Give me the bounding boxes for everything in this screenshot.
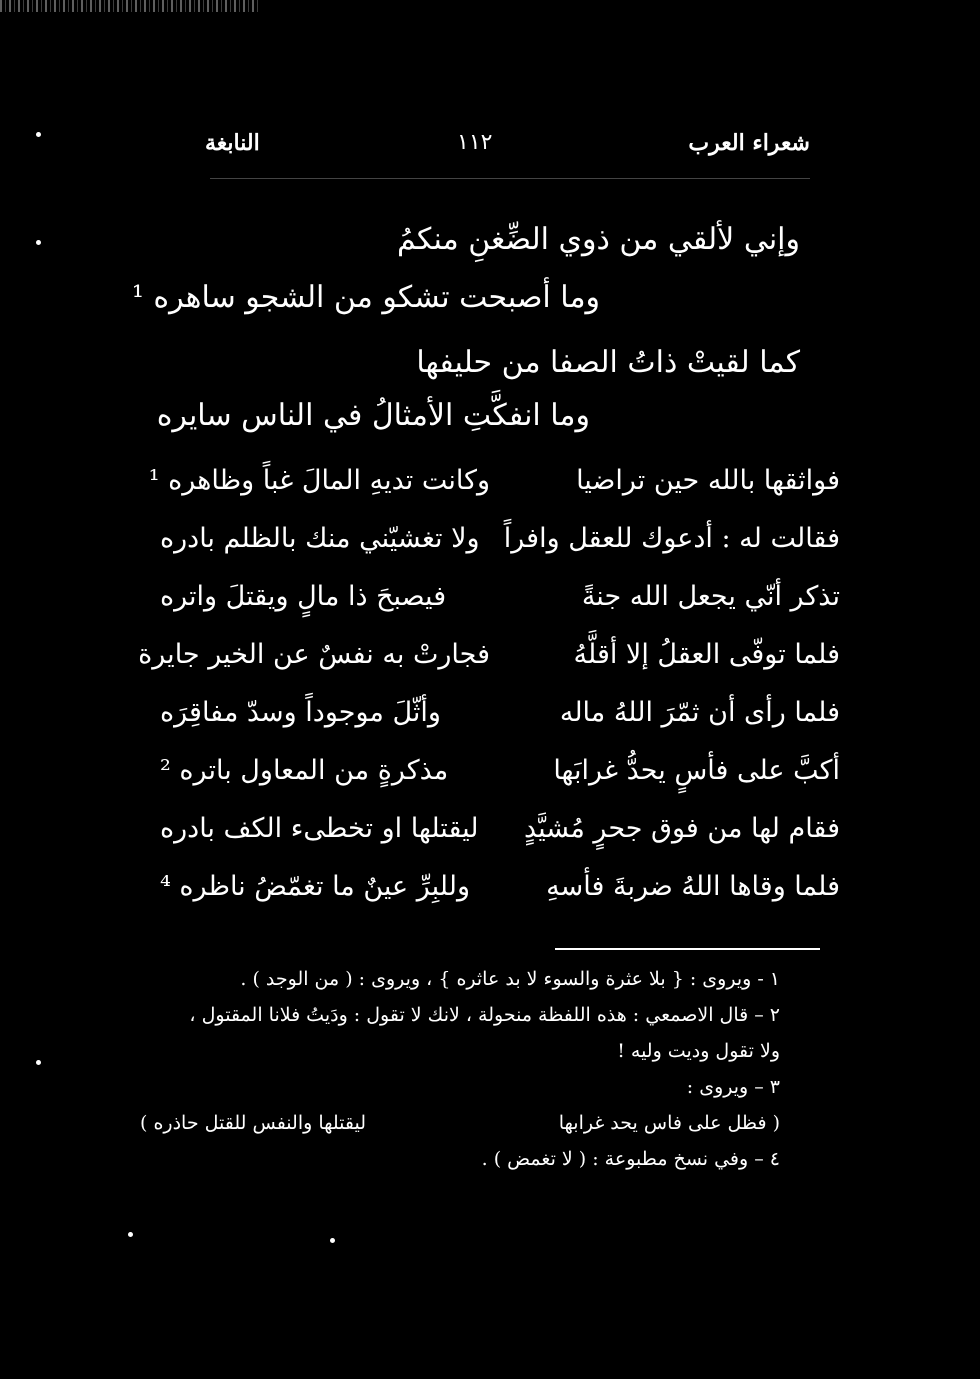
header-poet-name: النابغة [205, 130, 260, 156]
opening-verse-1-first: وإني لألقي من ذوي الضِّغنِ منكمُ [397, 222, 800, 257]
couplet [160, 571, 840, 629]
footnote-verse-first: ( فظل على فاس يحد غرابها [558, 1112, 780, 1134]
hemistich-second: ليقتلها او تخطىء الكف بادره [160, 813, 479, 844]
hemistich-first: فواثقها بالله حين تراضيا [576, 465, 840, 496]
couplet [148, 455, 840, 513]
hemistich-second: مذكرةٍ من المعاول باتره ² [160, 755, 449, 786]
hemistich-first: فلما رأى أن ثمّرَ اللهُ ماله [559, 697, 840, 728]
couplet [160, 861, 840, 919]
scan-speck [36, 132, 41, 137]
footnote [140, 1148, 780, 1184]
scan-speck [36, 240, 41, 245]
footnote-verse-second: ليقتلها والنفس للقتل حاذره ) [140, 1112, 367, 1134]
scan-speck [330, 1238, 335, 1243]
hemistich-first: تذكر أنّي يجعل الله جنةً [581, 581, 840, 612]
hemistich-second: فجارتْ به نفسٌ عن الخير جايرة [138, 639, 490, 670]
header-book-title: شعراء العرب [688, 130, 810, 156]
opening-verse-2-first: كما لقيتْ ذاتُ الصفا من حليفها [416, 345, 800, 380]
footnote-text: ٣ – ويروى : [686, 1076, 780, 1098]
footnote-text: ٤ – وفي نسخ مطبوعة : ( لا تغمض ) . [481, 1148, 780, 1170]
hemistich-second: وأثّلَ موجوداً وسدّ مفاقِرَه [160, 697, 441, 728]
scan-speck [128, 1232, 133, 1237]
footnote-text: ولا تقول وديت وليه ! [617, 1040, 780, 1062]
page-number: ١١٢ [457, 130, 493, 155]
hemistich-second: ولا تغشيّني منك بالظلم بادره [160, 523, 480, 554]
footnote-verse [140, 1112, 780, 1148]
footnote [140, 968, 780, 1004]
opening-verse-1-second: وما أصبحت تشكو من الشجو ساهره ¹ [131, 280, 600, 315]
hemistich-first: فقالت له : أدعوك للعقل وافراً [503, 523, 840, 554]
page-header [205, 130, 810, 170]
footnote-text: ٢ – قال الاصمعي : هذه اللفظة منحولة ، لانك لا تقول : ودَيتُ فلانا المقتول ، [189, 1004, 780, 1026]
poem-couplets [138, 455, 840, 919]
hemistich-second: وللبِرِّ عينٌ ما تغمّضُ ناظره ⁴ [160, 871, 470, 902]
header-rule [210, 178, 810, 179]
couplet [160, 745, 840, 803]
hemistich-first: فلما وقاها اللهُ ضربةَ فأسهِ [546, 871, 840, 902]
footnote-separator [555, 948, 820, 950]
hemistich-first: فلما توفّى العقلُ إلا أقلَّهُ [573, 639, 840, 670]
footnote [140, 1004, 780, 1040]
couplet [160, 513, 840, 571]
footnote [140, 1040, 780, 1076]
opening-verse-2-second: وما انفكَّتِ الأمثالُ في الناس سايره [156, 398, 590, 433]
couplet [160, 687, 840, 745]
hemistich-second: وكانت تديهِ المالَ غباً وظاهره ¹ [148, 465, 490, 496]
footnote-text: ١ - ويروى : { بلا عثرة والسوء لا بد عاثره } ، ويروى : ( من الوجد ) . [240, 968, 780, 990]
footnote [140, 1076, 780, 1112]
scan-speck [36, 1060, 41, 1065]
couplet [160, 803, 840, 861]
hemistich-first: فقام لها من فوق جحرٍ مُشيَّدٍ [523, 813, 840, 844]
couplet [138, 629, 840, 687]
hemistich-first: أكبَّ على فأسٍ يحدُّ غرابَها [553, 755, 840, 786]
scan-artifact [0, 0, 260, 12]
hemistich-second: فيصبحَ ذا مالٍ ويقتلَ واتره [160, 581, 447, 612]
footnotes [140, 968, 780, 1184]
